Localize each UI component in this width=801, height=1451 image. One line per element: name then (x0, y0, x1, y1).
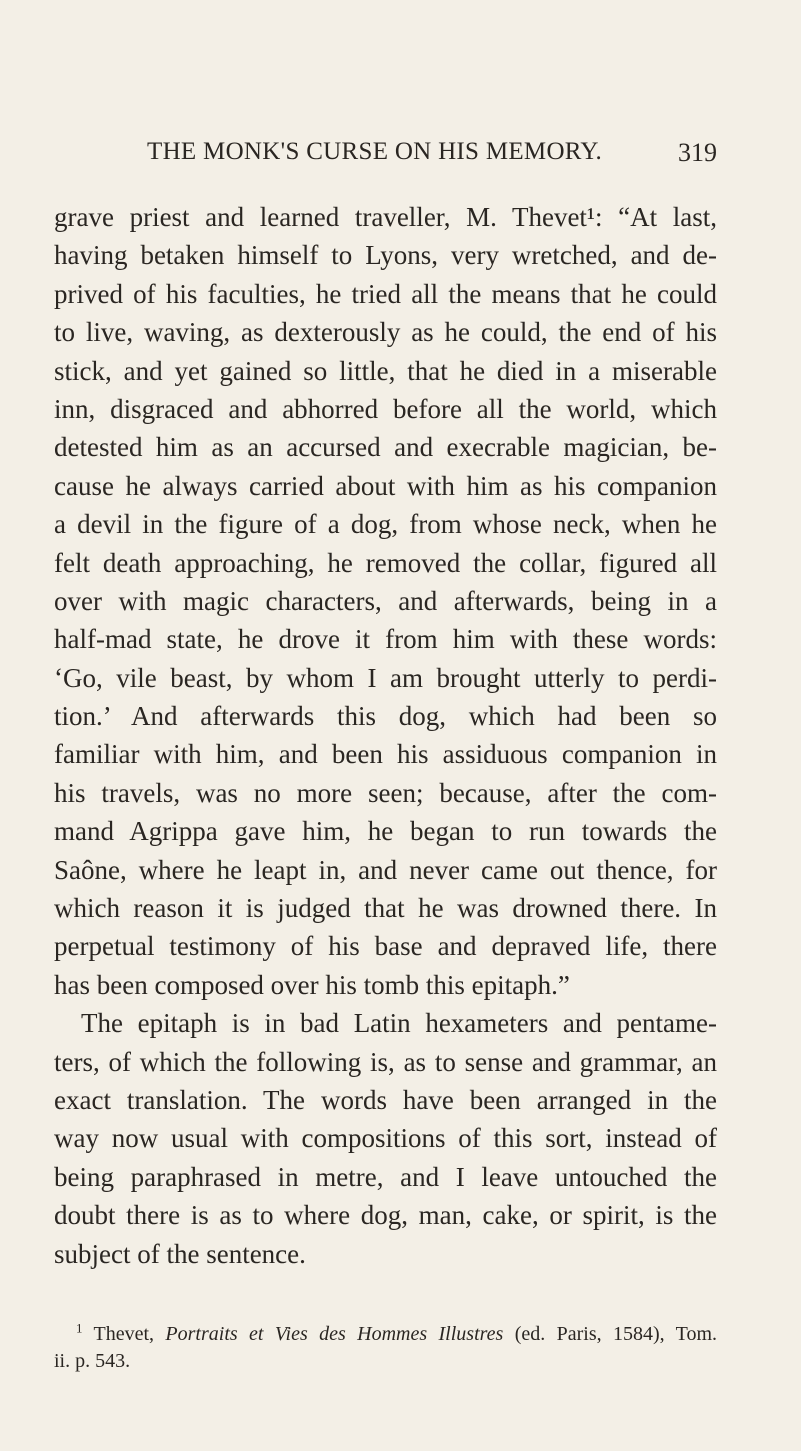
text-line: familiar with him, and been his assiduous companion in (54, 739, 717, 770)
body-text (54, 198, 717, 1273)
text-line: detested him as an accursed and execrable magician, be- (54, 432, 717, 463)
text-line: doubt there is as to where dog, man, cake, or spirit, is the (54, 1200, 717, 1231)
text-line: exact translation. The words have been arranged in the (54, 1084, 717, 1115)
text-line: to live, waving, as dexterously as he could, the end of his (54, 317, 717, 348)
text-line: half-mad state, he drove it from him with these words: (54, 624, 717, 655)
footnote-marker: 1 (76, 1320, 83, 1336)
text-line: grave priest and learned traveller, M. Thevet¹: “At last, (54, 202, 717, 232)
text-line: has been composed over his tomb this epitaph.” (54, 969, 570, 1000)
footnote-author: Thevet, (93, 1323, 166, 1345)
text-line: Saône, where he leapt in, and never came out thence, for (54, 854, 717, 885)
text-line: cause he always carried about with him as his companion (54, 470, 717, 501)
text-line: prived of his faculties, he tried all the means that he could (54, 278, 717, 309)
text-line: which reason it is judged that he was drowned there. In (54, 893, 717, 924)
text-line: way now usual with compositions of this sort, instead of (54, 1123, 717, 1154)
text-line: felt death approaching, he removed the collar, figured all (54, 547, 717, 578)
footnote-book-title: Portraits et Vies des Hommes Illustres (165, 1323, 504, 1345)
text-line: tion.’ And afterwards this dog, which had been so (54, 701, 717, 732)
footnote-line (54, 1321, 717, 1348)
footnote-edition: (ed. Paris, 1584), Tom. (503, 1323, 718, 1345)
text-line: subject of the sentence. (54, 1238, 306, 1269)
running-head (147, 138, 717, 172)
paragraph-start-line: The epitaph is in bad Latin hexameters and pentame- (81, 1008, 717, 1039)
text-line: perpetual testimony of his base and depraved life, there (54, 931, 717, 962)
text-line: his travels, was no more seen; because, after the com- (54, 777, 717, 808)
text-line: inn, disgraced and abhorred before all the world, which (54, 393, 717, 424)
text-line: a devil in the figure of a dog, from whose neck, when he (54, 509, 717, 540)
text-line: ters, of which the following is, as to sense and grammar, an (54, 1046, 717, 1077)
text-line: over with magic characters, and afterwards, being in a (54, 585, 717, 616)
text-line: stick, and yet gained so little, that he died in a miserable (54, 355, 717, 386)
text-line: being paraphrased in metre, and I leave untouched the (54, 1161, 717, 1192)
page-number: 319 (678, 138, 717, 167)
text-line: mand Agrippa gave him, he began to run towards the (54, 816, 717, 847)
footnote (54, 1321, 717, 1375)
text-line: having betaken himself to Lyons, very wretched, and de- (54, 240, 717, 271)
footnote-line: ii. p. 543. (54, 1350, 131, 1372)
running-title: THE MONK'S CURSE ON HIS MEMORY. (147, 138, 603, 165)
text-line: ‘Go, vile beast, by whom I am brought utterly to perdi- (54, 662, 717, 693)
